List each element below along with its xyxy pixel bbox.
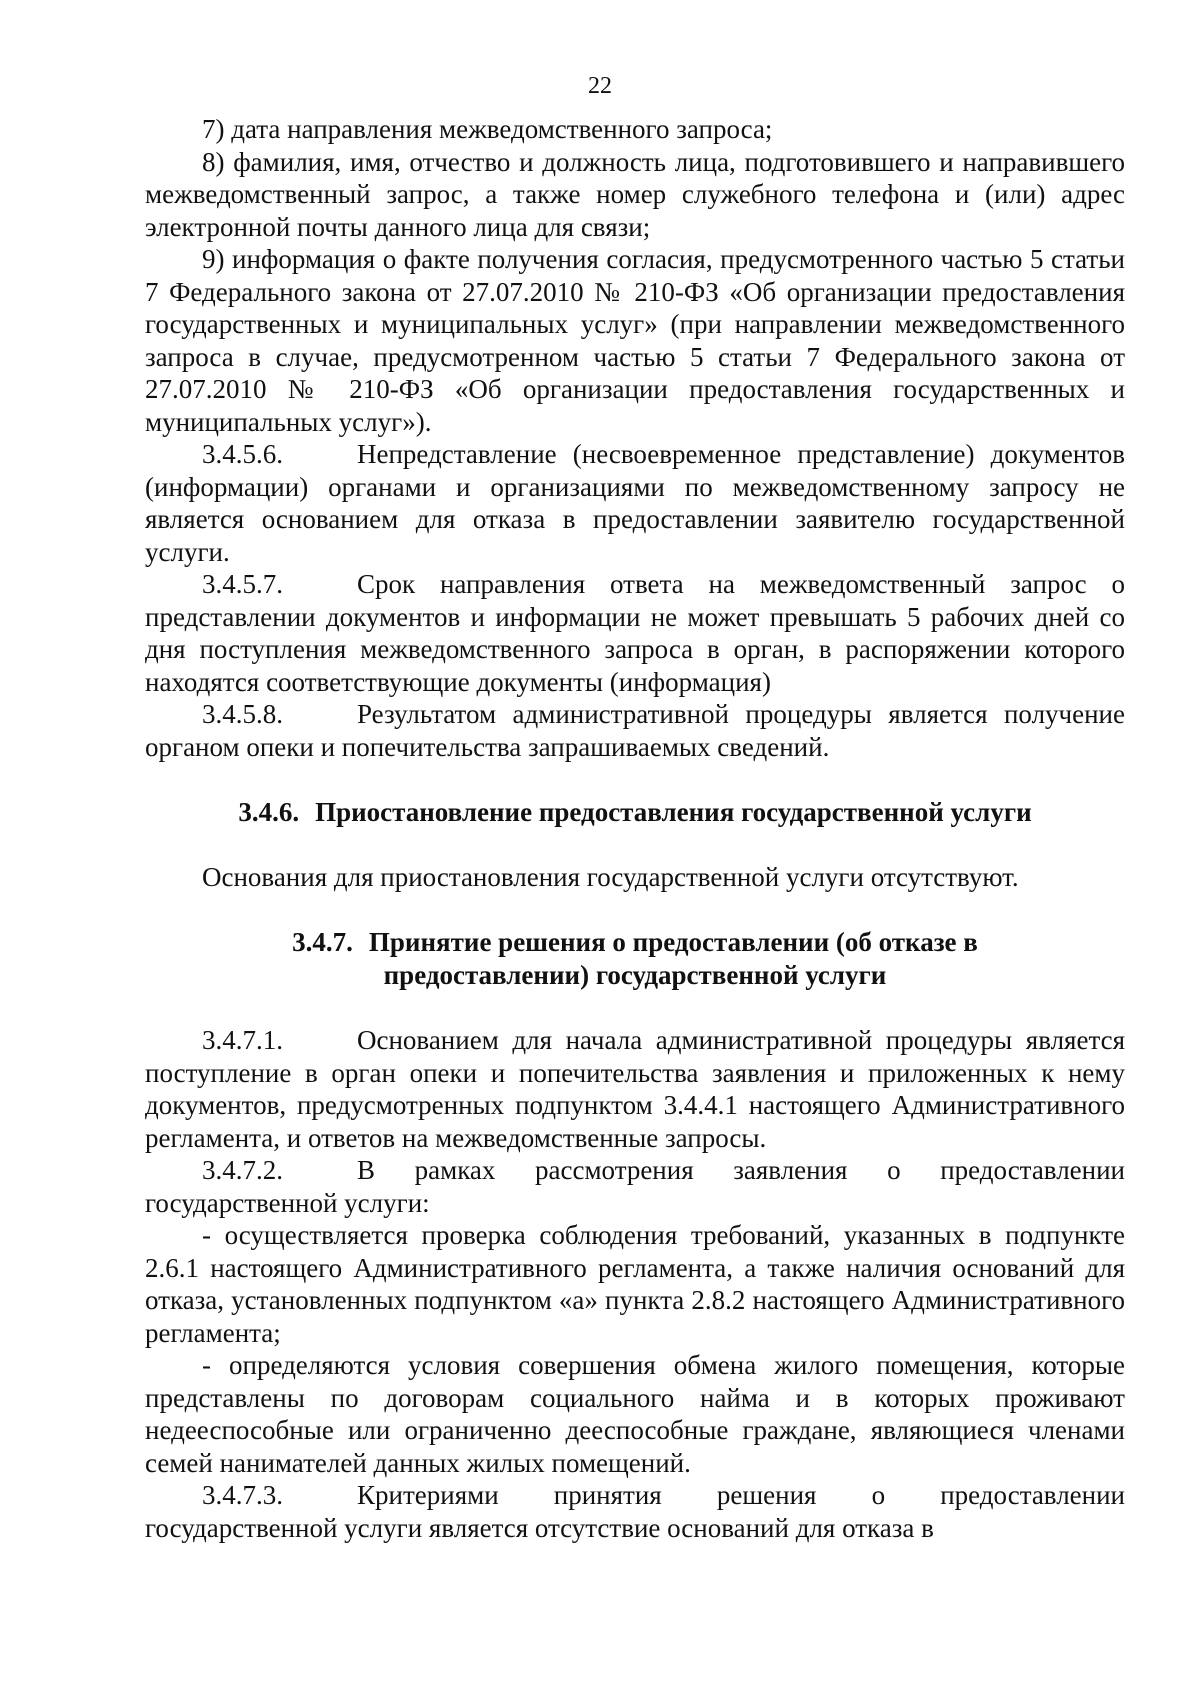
list-item xyxy=(145,1349,1125,1479)
clause-number: 3.4.7.3. xyxy=(202,1480,283,1510)
clause-number: 3.4.5.8. xyxy=(202,699,283,729)
clause-3-4-7-2 xyxy=(145,1154,1125,1219)
paragraph-text: Основанием для начала административной процедуры является поступление в орган опеки и попечительства заявления и приложенных к нему документов, предусмотренных подпунктом 3.4.4.1 настоящего Административного регламента, и ответов на межведомственные запросы. xyxy=(145,1025,1125,1153)
spacer xyxy=(145,893,1125,926)
paragraph-text: Результатом административной процедуры является получение органом опеки и попечительства запрашиваемых сведений. xyxy=(145,699,1125,762)
clause-number: 3.4.5.7. xyxy=(202,569,283,599)
clause-3-4-5-7 xyxy=(145,568,1125,698)
list-item xyxy=(145,243,1125,438)
section-number: 3.4.7. xyxy=(292,927,353,957)
page-number: 22 xyxy=(588,73,612,99)
paragraph-text: Критериями принятия решения о предоставлении государственной услуги является отсутствие оснований для отказа в xyxy=(145,1480,1125,1543)
section-number: 3.4.6. xyxy=(238,797,300,827)
spacer xyxy=(145,991,1125,1024)
section-body: Основания для приостановления государственной услуги отсутствуют. xyxy=(202,861,1019,892)
clause-3-4-7-3 xyxy=(145,1479,1125,1544)
paragraph-text: 9) информация о факте получения согласия, предусмотренного частью 5 статьи 7 Федерального закона от 27.07.2010 № 210-ФЗ «Об организации предоставления государственных и муниципальных услуг» (при направлении межведомственного запроса в случае, предусмотренном частью 5 статьи 7 Федерального закона от 27.07.2010 № 210-ФЗ «Об организации предоставления государственных и муниципальных услуг»). xyxy=(145,244,1125,437)
spacer xyxy=(145,763,1125,796)
section-title: Приостановление предоставления государственной услуги xyxy=(315,797,1032,827)
list-item xyxy=(145,113,1125,146)
paragraph-text: 8) фамилия, имя, отчество и должность лица, подготовившего и направившего межведомственный запрос, а также номер служебного телефона и (или) адрес электронной почты данного лица для связи; xyxy=(145,146,1125,242)
list-item xyxy=(145,1219,1125,1349)
paragraph-text: В рамках рассмотрения заявления о предоставлении государственной услуги: xyxy=(145,1155,1125,1218)
clause-3-4-7-1 xyxy=(145,1024,1125,1154)
list-item xyxy=(145,146,1125,244)
section-title-line1: Принятие решения о предоставлении (об отказе в xyxy=(368,927,978,957)
paragraph-text: Срок направления ответа на межведомственный запрос о представлении документов и информации не может превышать 5 рабочих дней со дня поступления межведомственного запроса в орган, в распоряжении которого находятся соответствующие документы (информация) xyxy=(145,569,1125,697)
clause-3-4-5-8 xyxy=(145,698,1125,763)
clause-number: 3.4.7.2. xyxy=(202,1155,283,1185)
section-heading-3-4-6 xyxy=(145,796,1125,829)
clause-number: 3.4.7.1. xyxy=(202,1025,283,1055)
section-heading-3-4-7 xyxy=(145,926,1125,991)
document-body xyxy=(145,113,1125,1544)
paragraph-text: - осуществляется проверка соблюдения требований, указанных в подпункте 2.6.1 настоящего Административного регламента, а также наличия оснований для отказа, установленных подпунктом «а» пункта 2.8.2 настоящего Административного регламента; xyxy=(145,1220,1125,1348)
paragraph-text: Непредставление (несвоевременное представление) документов (информации) органами и организациями по межведомственному запросу не является основанием для отказа в предоставлении заявителю государственной услуги. xyxy=(145,439,1125,567)
clause-3-4-5-6 xyxy=(145,438,1125,568)
clause-number: 3.4.5.6. xyxy=(202,439,283,469)
spacer xyxy=(145,829,1125,861)
section-title-line2: предоставлении) государственной услуги xyxy=(383,959,887,990)
paragraph-text: 7) дата направления межведомственного запроса; xyxy=(202,114,773,144)
paragraph-text: - определяются условия совершения обмена жилого помещения, которые представлены по договорам социального найма и в которых проживают недееспособные или ограниченно дееспособные граждане, являющиеся членами семей нанимателей данных жилых помещений. xyxy=(145,1350,1125,1478)
